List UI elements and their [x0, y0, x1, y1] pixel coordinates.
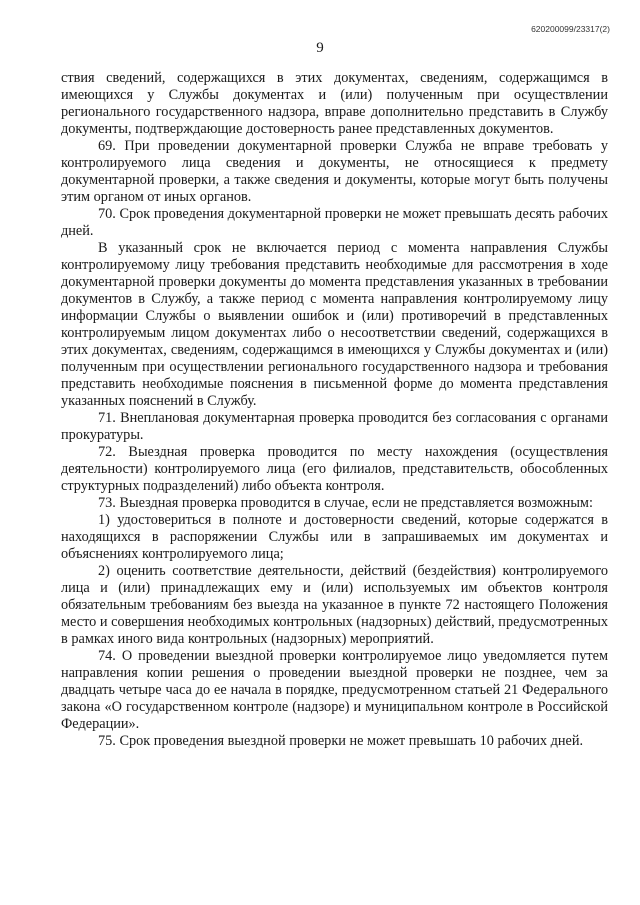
page-number: 9: [316, 40, 324, 56]
paragraph-70: 70. Срок проведения документарной проверки не может превышать десять рабочих дней.: [61, 206, 608, 239]
document-code: 620200099/23317(2): [531, 24, 610, 34]
paragraph-73: 73. Выездная проверка проводится в случае, если не представляется возможным:: [98, 495, 593, 511]
paragraph-73-item-2: 2) оценить соответствие деятельности, действий (бездействия) контролируемого лица и (или) принадлежащих ему и (или) используемых им объектов контроля обязательным требованиям без выезда на указанное в пункте 72 настоящего Положения место и совершения необходимых контрольных (надзорных) действий, предусмотренных в рамках иного вида контрольных (надзорных) мероприятий.: [61, 563, 608, 647]
paragraph-73-item-1: 1) удостовериться в полноте и достоверности сведений, которые содержатся в находящихся в распоряжении Службы или в запрашиваемых им документах и объяснениях контролируемого лица;: [61, 512, 608, 562]
paragraph-70-detail: В указанный срок не включается период с момента направления Службы контролируемому лицу требования представить необходимые для рассмотрения в ходе документарной проверки документы до момента представления указанных в требовании документов в Службу, а также период с момента направления контролируемому лицу информации Службы о выявлении ошибок и (или) противоречий в представленных контролируемым лицом документах либо о несоответствии сведений, содержащихся в этих документах, сведениям, содержащимся в имеющихся у Службы документах и (или) полученным при осуществлении регионального государственного надзора и требования представить необходимые пояснения в письменной форме до момента представления указанных пояснений в Службу.: [61, 240, 608, 409]
paragraph-74: 74. О проведении выездной проверки контролируемое лицо уведомляется путем направления копии решения о проведении выездной проверки не позднее, чем за двадцать четыре часа до ее начала в порядке, предусмотренном статьей 21 Федерального закона «О государственном контроле (надзоре) и муниципальном контроле в Российской Федерации».: [61, 648, 608, 732]
paragraph-75: 75. Срок проведения выездной проверки не может превышать 10 рабочих дней.: [98, 733, 584, 749]
paragraph-69: 69. При проведении документарной проверки Служба не вправе требовать у контролируемого лица сведения и документы, не относящиеся к предмету документарной проверки, а также сведения и документы, которые могут быть получены этим органом от иных органов.: [61, 138, 608, 205]
paragraph-continuation: ствия сведений, содержащихся в этих документах, сведениям, содержащимся в имеющихся у Службы документах и (или) полученным при осуществлении регионального государственного надзора, вправе дополнительно представить в Службу документы, подтверждающие достоверность ранее представленных документов.: [61, 70, 608, 137]
document-body: [61, 70, 608, 750]
paragraph-71: 71. Внеплановая документарная проверка проводится без согласования с органами прокуратуры.: [61, 410, 608, 443]
paragraph-72: 72. Выездная проверка проводится по месту нахождения (осуществления деятельности) контролируемого лица (его филиалов, представительств, обособленных структурных подразделений) либо объекта контроля.: [61, 444, 608, 494]
